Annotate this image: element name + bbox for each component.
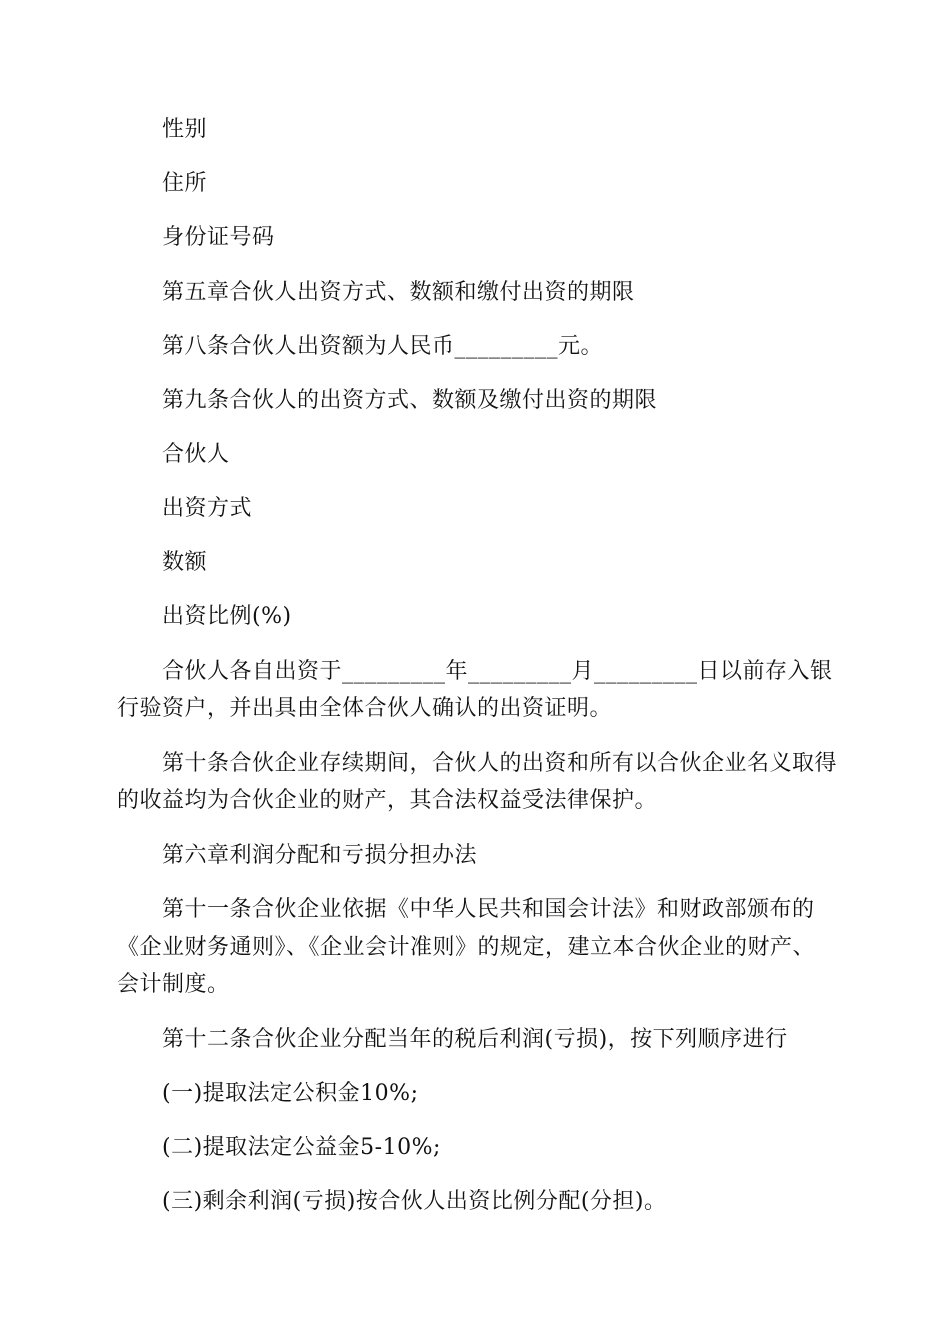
- article-10-line2: 的收益均为合伙企业的财产，其合法权益受法律保护。: [117, 788, 658, 813]
- field-label-amount: 数额: [162, 550, 208, 575]
- article-12: 第十二条合伙企业分配当年的税后利润(亏损)，按下列顺序进行: [162, 1027, 788, 1052]
- paragraph-contribution-date-line1: 合伙人各自出资于_________年_________月_________日以前存入银: [162, 659, 833, 684]
- paragraph-contribution-date-line2: 行验资户，并出具由全体合伙人确认的出资证明。: [117, 696, 613, 721]
- list-item-3: (三)剩余利润(亏损)按合伙人出资比例分配(分担)。: [162, 1189, 667, 1214]
- field-label-gender: 性别: [162, 117, 208, 142]
- chapter-heading-6: 第六章利润分配和亏损分担办法: [162, 843, 478, 868]
- field-label-address: 住所: [162, 171, 208, 196]
- chapter-heading-5: 第五章合伙人出资方式、数额和缴付出资的期限: [162, 280, 635, 305]
- field-label-id-number: 身份证号码: [162, 225, 275, 250]
- article-9: 第九条合伙人的出资方式、数额及缴付出资的期限: [162, 388, 658, 413]
- article-11-line2: 《企业财务通则》、《企业会计准则》的规定，建立本合伙企业的财产、: [117, 935, 816, 960]
- field-label-contribution-method: 出资方式: [162, 496, 253, 521]
- article-11-line1: 第十一条合伙企业依据《中华人民共和国会计法》和财政部颁布的: [162, 897, 815, 922]
- list-item-1: (一)提取法定公积金10%;: [162, 1081, 419, 1106]
- article-8: 第八条合伙人出资额为人民币_________元。: [162, 334, 604, 359]
- list-item-2: (二)提取法定公益金5-10%;: [162, 1135, 441, 1160]
- article-11-line3: 会计制度。: [117, 972, 230, 997]
- article-10-line1: 第十条合伙企业存续期间，合伙人的出资和所有以合伙企业名义取得: [162, 751, 838, 776]
- field-label-contribution-ratio: 出资比例(%): [162, 604, 292, 629]
- field-label-partner: 合伙人: [162, 442, 230, 467]
